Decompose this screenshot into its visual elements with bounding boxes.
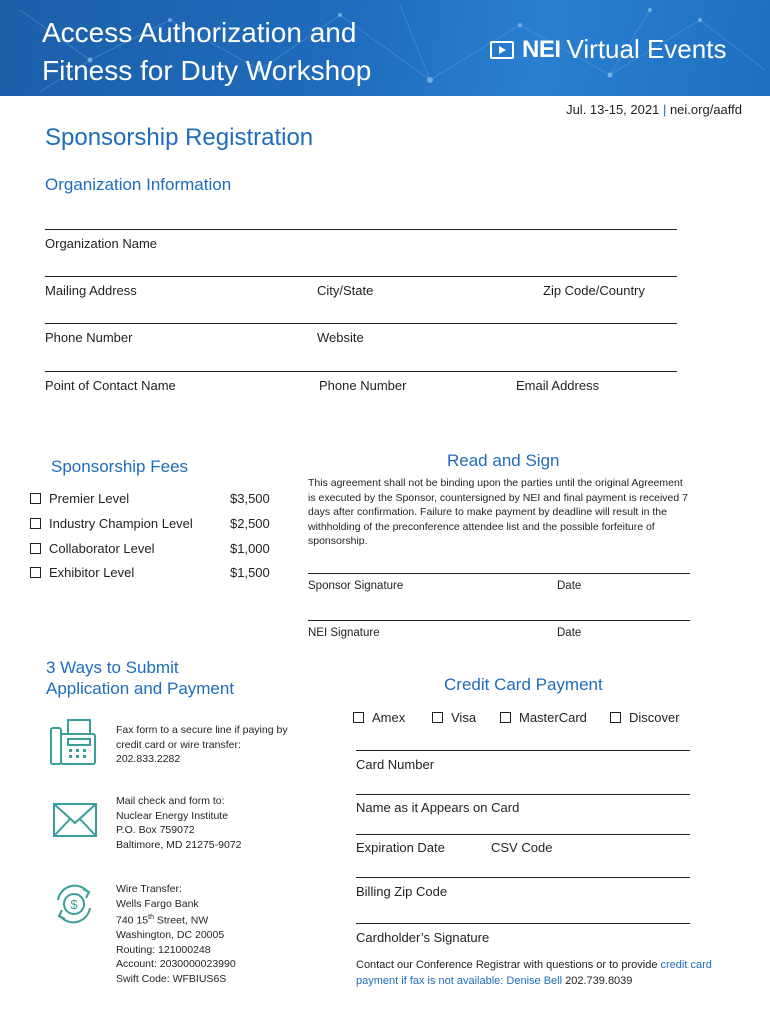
registrar-contact <box>356 957 716 989</box>
contact-text: Contact our Conference Registrar with questions or to provide <box>356 959 658 971</box>
org-name-field[interactable] <box>45 229 677 230</box>
event-banner <box>0 0 770 96</box>
wire-title: Wire Transfer: <box>116 883 182 895</box>
checkbox[interactable] <box>30 543 41 554</box>
sponsor-signature-field[interactable] <box>308 573 690 574</box>
checkbox[interactable] <box>432 712 443 723</box>
event-url: nei.org/aaffd <box>669 102 742 117</box>
fee-label: Collaborator Level <box>49 541 155 556</box>
wire-account: Account: 2030000023990 <box>116 958 236 970</box>
fax-line: credit card or wire transfer: <box>116 738 241 751</box>
org-heading: Organization Information <box>45 175 232 194</box>
cardholder-signature-label: Cardholder’s Signature <box>356 930 490 945</box>
fee-amount: $2,500 <box>230 516 270 531</box>
wire-city: Washington, DC 20005 <box>116 929 225 941</box>
payment-heading: Credit Card Payment <box>444 675 603 694</box>
svg-text:$: $ <box>70 897 78 912</box>
fee-label: Exhibitor Level <box>49 565 135 580</box>
checkbox[interactable] <box>30 518 41 529</box>
card-label: Visa <box>451 710 477 725</box>
name-on-card-label: Name as it Appears on Card <box>356 800 520 815</box>
logo-virtual-events: Virtual Events <box>566 34 727 64</box>
sponsor-signature-label: Sponsor Signature <box>308 580 404 592</box>
fee-amount: $1,000 <box>230 541 270 556</box>
fee-amount: $3,500 <box>230 491 270 506</box>
wire-street-num: 740 15 <box>116 914 149 927</box>
submit-heading-line2: Application and Payment <box>46 679 235 698</box>
card-number-field[interactable] <box>356 750 690 751</box>
website-label: Website <box>317 330 364 345</box>
zip-country-label: Zip Code/Country <box>543 283 645 298</box>
card-option-visa[interactable] <box>432 710 476 725</box>
wire-routing: Routing: 121000248 <box>116 943 211 956</box>
mail-instructions <box>116 794 241 852</box>
fax-icon <box>48 718 98 768</box>
mail-line: Nuclear Energy Institute <box>116 809 229 822</box>
dollar-cycle-icon <box>50 880 98 928</box>
fee-label: Industry Champion Level <box>49 516 193 531</box>
sign-heading: Read and Sign <box>447 451 560 470</box>
wire-street-sup: th <box>148 914 154 921</box>
phone-website-field[interactable] <box>45 323 677 324</box>
submit-heading-line1: 3 Ways to Submit <box>46 658 179 677</box>
checkbox[interactable] <box>353 712 364 723</box>
card-label: Amex <box>372 710 406 725</box>
event-title <box>42 14 462 90</box>
sponsor-date-label: Date <box>557 580 582 592</box>
expiration-label: Expiration Date <box>356 840 445 855</box>
mail-line: P.O. Box 759072 <box>116 824 195 836</box>
fax-instructions <box>116 723 288 767</box>
mail-line: Baltimore, MD 21275-9072 <box>116 838 242 851</box>
checkbox[interactable] <box>500 712 511 723</box>
contact-phone-label: Phone Number <box>319 378 407 393</box>
fee-amount: $1,500 <box>230 565 270 580</box>
agreement-text: This agreement shall not be binding upon the parties until the original Agreement is executed by the Sponsor, countersigned by NEI and final payment is received 7 days after confirmation. Failure to make payment by deadline will result in the withholding of the preconference attendee list and the possible forfeiture of sponsorship. <box>308 477 688 547</box>
mailing-address-field[interactable] <box>45 276 677 277</box>
card-label: Discover <box>629 710 680 725</box>
card-option-mastercard[interactable] <box>500 710 587 725</box>
fee-label: Premier Level <box>49 491 130 506</box>
nei-signature-field[interactable] <box>308 620 690 621</box>
nei-date-label: Date <box>557 627 582 639</box>
phone-number-label: Phone Number <box>45 330 133 345</box>
separator: | <box>662 102 667 117</box>
fee-option-collaborator[interactable] <box>30 541 280 559</box>
fax-number: 202.833.2282 <box>116 753 181 765</box>
wire-swift: Swift Code: WFBIUS6S <box>116 972 227 985</box>
event-title-line1: Access Authorization and <box>42 17 357 48</box>
wire-street <box>116 911 236 928</box>
checkbox[interactable] <box>30 567 41 578</box>
submit-heading <box>46 657 234 699</box>
city-state-label: City/State <box>317 283 374 298</box>
card-option-amex[interactable] <box>353 710 405 725</box>
wire-bank: Wells Fargo Bank <box>116 897 199 910</box>
wire-instructions <box>116 882 236 986</box>
logo-nei: NEI <box>522 35 561 63</box>
checkbox[interactable] <box>30 493 41 504</box>
mailing-address-label: Mailing Address <box>45 283 137 298</box>
card-label: MasterCard <box>519 710 587 725</box>
cardholder-signature-field[interactable] <box>356 923 690 924</box>
contact-name-label: Point of Contact Name <box>45 378 176 393</box>
fee-option-premier[interactable] <box>30 491 280 509</box>
card-number-label: Card Number <box>356 757 435 772</box>
mail-line: Mail check and form to: <box>116 795 225 807</box>
envelope-icon <box>52 801 100 841</box>
play-screen-icon <box>490 41 514 59</box>
contact-text-credit: credit <box>660 959 688 971</box>
wire-street-rest: Street, NW <box>153 914 209 927</box>
name-on-card-field[interactable] <box>356 794 690 795</box>
event-date: Jul. 13-15, 2021 <box>566 102 660 117</box>
event-dateline <box>566 102 742 117</box>
fees-heading: Sponsorship Fees <box>51 457 189 476</box>
registrar-name: Denise Bell <box>506 975 563 987</box>
checkbox[interactable] <box>610 712 621 723</box>
fax-line: Fax form to a secure line if paying by <box>116 724 288 736</box>
contact-field[interactable] <box>45 371 677 372</box>
contact-text: card payment if fax is not available: <box>356 959 712 987</box>
nei-signature-label: NEI Signature <box>308 627 380 639</box>
billing-zip-label: Billing Zip Code <box>356 884 448 899</box>
fee-option-exhibitor[interactable] <box>30 565 280 583</box>
nei-virtual-events-logo <box>490 34 726 65</box>
org-name-label: Organization Name <box>45 236 157 251</box>
billing-zip-field[interactable] <box>356 877 690 878</box>
csv-label: CSV Code <box>491 840 553 855</box>
fee-option-industry-champion[interactable] <box>30 516 280 534</box>
card-option-discover[interactable] <box>610 710 680 725</box>
form-title: Sponsorship Registration <box>45 124 314 151</box>
event-title-line2: Fitness for Duty Workshop <box>42 55 372 86</box>
email-label: Email Address <box>516 378 600 393</box>
registrar-phone: 202.739.8039 <box>565 975 633 987</box>
expiration-csv-field[interactable] <box>356 834 690 835</box>
